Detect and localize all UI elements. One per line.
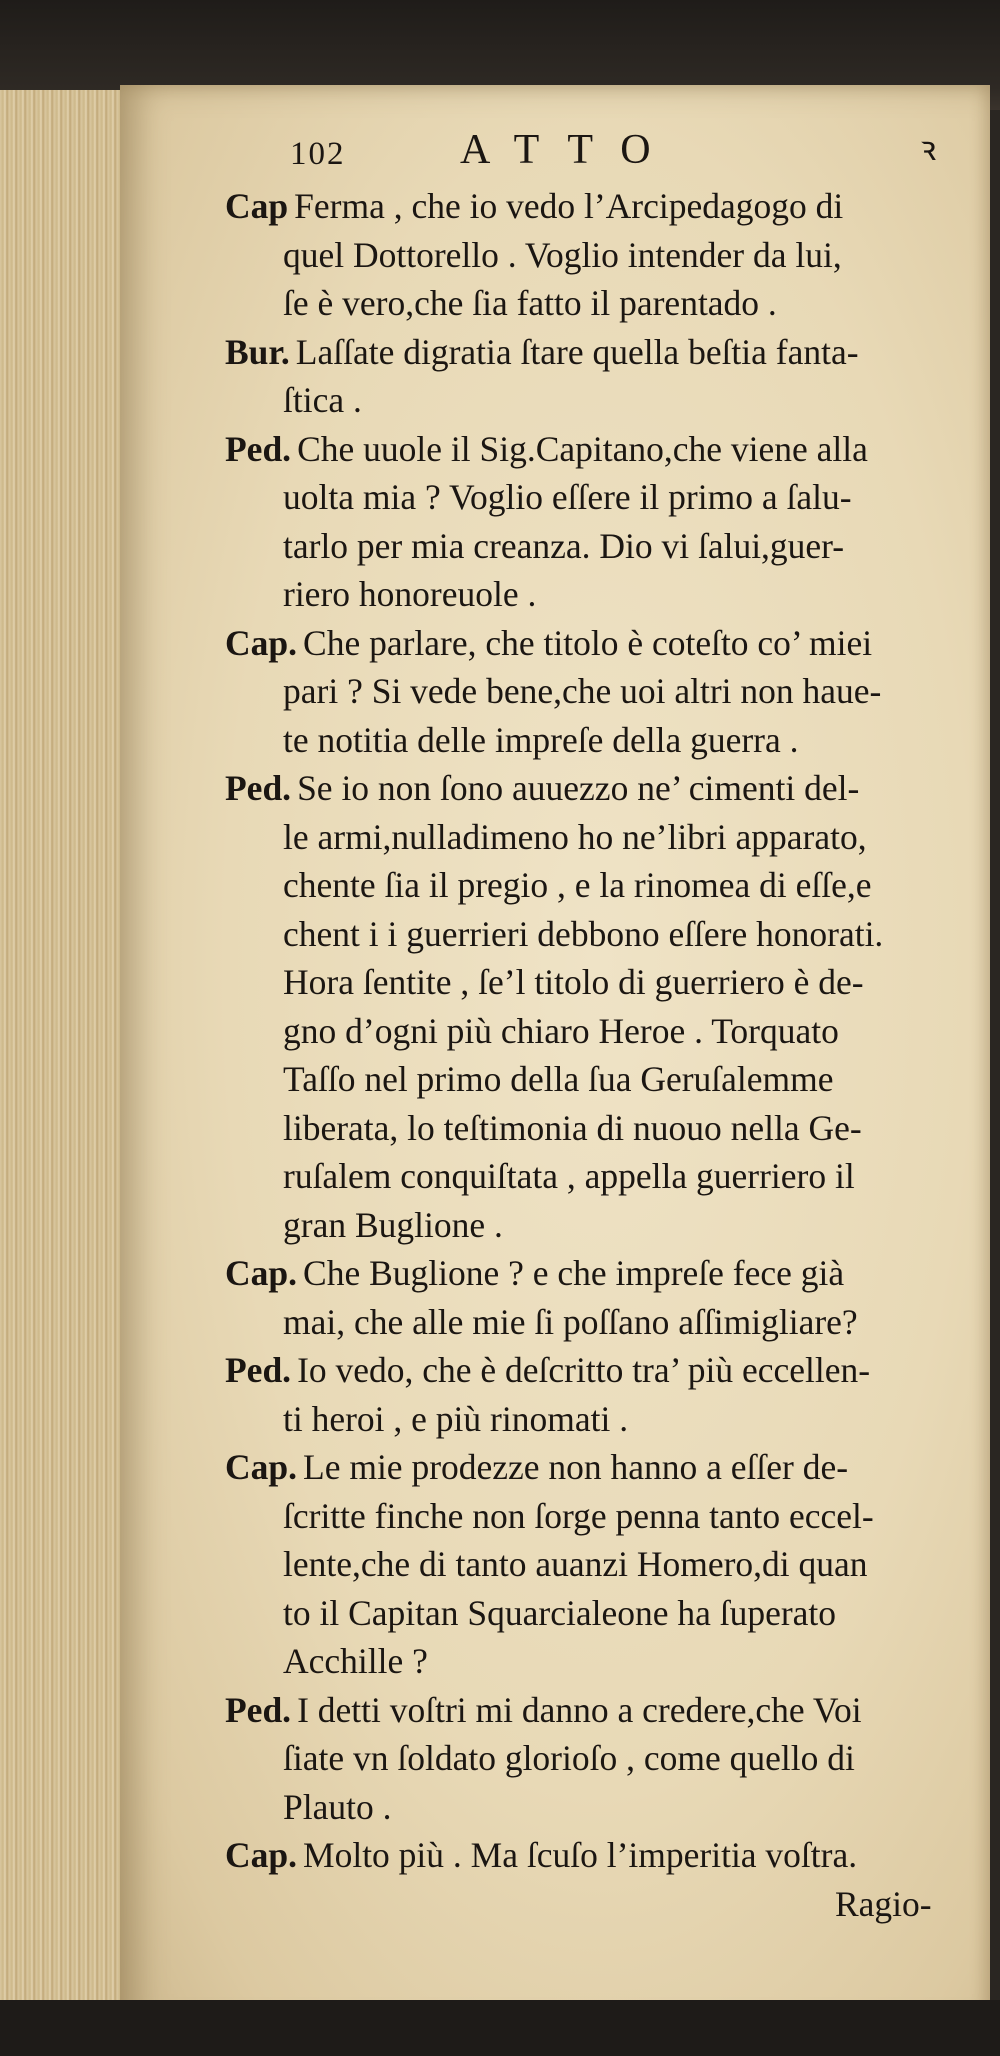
text-line [205, 667, 995, 716]
speaker-name: Ped. [225, 1689, 292, 1730]
line-text: liberata, lo teſtimonia di nuouo nella Ge- [283, 1107, 862, 1148]
speech [205, 1249, 995, 1346]
line-text: ſe è vero,che ſia fatto il parentado . [283, 283, 777, 323]
speech [205, 182, 995, 328]
line-text: Plauto . [283, 1786, 392, 1827]
text-line [205, 1831, 995, 1880]
line-text: ruſalem conquiſtata , appella guerriero il [283, 1156, 855, 1196]
text-line [205, 1589, 995, 1638]
text-line [205, 1201, 995, 1250]
line-text: tarlo per mia creanza. Dio vi ſalui,guer- [283, 525, 845, 566]
text-line [205, 473, 995, 522]
line-text: gran Buglione . [283, 1204, 503, 1245]
text-line [205, 910, 995, 959]
text-line [205, 376, 995, 425]
text-line [205, 570, 995, 619]
text-line [205, 764, 995, 813]
line-text: Io vedo, che è deſcritto tra’ più eccellen- [297, 1350, 871, 1390]
line-text: chente ſia il pregio , e la rinomea di eſſe,e [283, 865, 872, 905]
line-text: to il Capitan Squarcialeone ha ſuperato [283, 1592, 837, 1633]
speech [205, 425, 995, 619]
line-text: Che Buglione ? e che impreſe fece già [303, 1253, 845, 1293]
text-line [205, 279, 995, 328]
header-mark: ꝛ [920, 131, 937, 168]
speaker-name: Ped. [225, 428, 292, 469]
speaker-name: Cap. [225, 1447, 298, 1487]
line-text: Taſſo nel primo della ſua Geruſalemme [283, 1059, 834, 1099]
text-line [205, 1104, 995, 1153]
text-line [205, 231, 995, 280]
speaker-name: Cap. [225, 1835, 298, 1875]
text-line [205, 1492, 995, 1541]
line-text: Che parlare, che titolo è coteſto co’ miei [303, 622, 873, 663]
catchword: Ragio- [835, 1883, 932, 1924]
text-line [205, 1346, 995, 1395]
text-line [205, 1007, 995, 1056]
line-text: gno d’ogni più chiaro Heroe . Torquato [283, 1010, 839, 1051]
line-text: Le mie prodezze non hanno a eſſer de- [303, 1447, 849, 1487]
speech [205, 328, 995, 425]
running-title: ATTO [460, 127, 679, 173]
page-number: 102 [290, 136, 346, 172]
text-line [205, 1395, 995, 1444]
speaker-name: Cap. [225, 1253, 298, 1293]
line-text: I detti voſtri mi danno a credere,che Voi [297, 1689, 862, 1730]
line-text: mai, che alle mie ſi poſſano aſſimigliare? [283, 1301, 858, 1342]
line-text: ti heroi , e più rinomati . [283, 1398, 629, 1439]
speaker-name: Cap [225, 186, 289, 226]
text-line [205, 1734, 995, 1783]
line-text: te notitia delle impreſe della guerra . [283, 719, 799, 760]
speaker-name: Ped. [225, 768, 292, 808]
line-text: ſiate vn ſoldato glorioſo , come quello di [283, 1738, 855, 1778]
text-line [205, 1055, 995, 1104]
text-line [205, 1249, 995, 1298]
speech [205, 1346, 995, 1443]
speaker-name: Cap. [225, 622, 298, 663]
line-text: Che uuole il Sig.Capitano,che viene alla [297, 428, 868, 469]
text-line [205, 328, 995, 377]
text-line [205, 1443, 995, 1492]
page-text [205, 127, 995, 1928]
line-text: pari ? Si vede bene,che uoi altri non haue- [283, 671, 882, 711]
text-line [205, 182, 995, 231]
text-line [205, 522, 995, 571]
text-line [205, 1783, 995, 1832]
line-text: riero honoreuole . [283, 574, 537, 614]
speaker-name: Bur. [225, 331, 290, 372]
line-text: Laſſate digratia ſtare quella beſtia fanta- [295, 331, 859, 372]
line-text: ſtica . [283, 380, 362, 420]
dialogue [205, 182, 995, 1880]
line-text: Ferma , che io vedo l’Arcipedagogo di [294, 186, 844, 226]
line-text: lente,che di tanto auanzi Homero,di quan [283, 1544, 868, 1584]
text-line [205, 1686, 995, 1735]
page-header [205, 127, 995, 182]
text-line [205, 958, 995, 1007]
speech [205, 1686, 995, 1832]
line-text: chent i i guerrieri debbono eſſere honorati. [283, 913, 884, 954]
line-text: quel Dottorello . Voglio intender da lui, [283, 234, 842, 275]
line-text: le armi,nulladimeno ho ne’libri apparato, [283, 816, 867, 857]
text-line [205, 861, 995, 910]
text-line [205, 1298, 995, 1347]
scan-background-bottom [0, 2000, 1000, 2056]
text-line [205, 425, 995, 474]
line-text: ſcritte finche non ſorge penna tanto eccel- [283, 1495, 874, 1536]
speech [205, 764, 995, 1249]
speech [205, 1831, 995, 1880]
text-line [205, 1540, 995, 1589]
text-line [205, 1637, 995, 1686]
speech [205, 619, 995, 765]
speech [205, 1443, 995, 1686]
speaker-name: Ped. [225, 1350, 292, 1390]
line-text: Se io non ſono auuezzo ne’ cimenti del- [297, 768, 860, 808]
text-line [205, 1152, 995, 1201]
text-line [205, 813, 995, 862]
line-text: Molto più . Ma ſcuſo l’imperitia voſtra. [303, 1835, 858, 1875]
text-line [205, 716, 995, 765]
line-text: uolta mia ? Voglio eſſere il primo a ſalu- [283, 477, 852, 517]
text-line [205, 619, 995, 668]
line-text: Hora ſentite , ſe’l titolo di guerriero è de- [283, 962, 864, 1002]
line-text: Acchille ? [283, 1641, 428, 1681]
